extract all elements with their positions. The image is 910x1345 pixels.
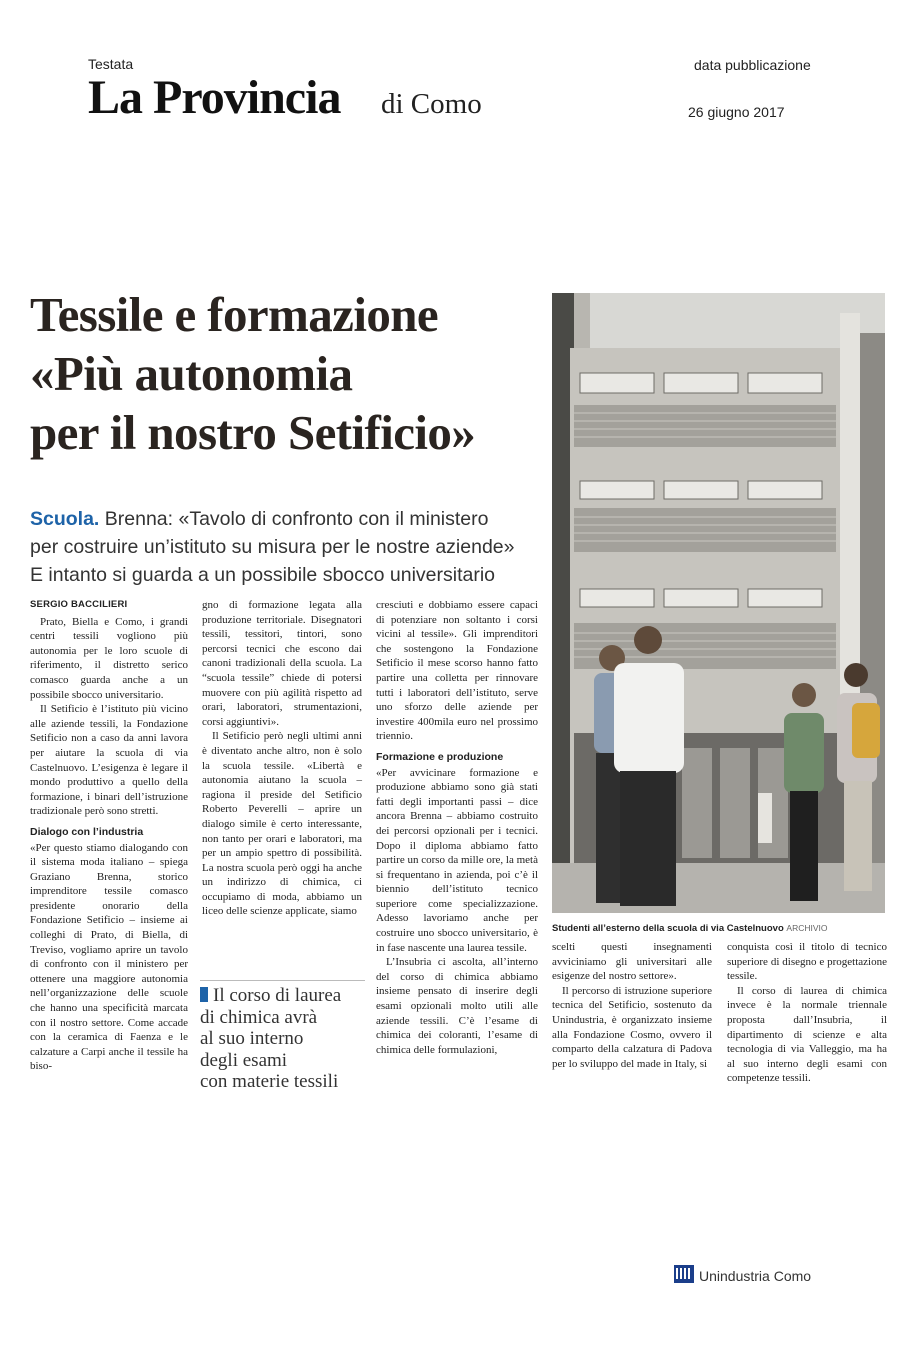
masthead-title: La Provincia <box>88 71 341 124</box>
section-subhead: Dialogo con l’industria <box>30 825 144 838</box>
article-column-1 <box>30 598 188 1074</box>
deck-kicker: Scuola. <box>30 508 100 530</box>
paragraph: Prato, Biella e Como, i grandi centri tessili vogliono più autonomia per le loro scuole di riferimento, il distretto serico comasco guarda anche a un possibile sbocco universitario. <box>30 615 188 701</box>
photo-credit: ARCHIVIO <box>786 923 828 933</box>
pull-quote-line: degli esami <box>200 1049 288 1071</box>
paragraph: Il Setificio è l’istituto più vicino alle aziende tessili, la Fondazione Setificio non a caso da anni lavora per aiutare la scuola di via Castelnuovo. L’esigenza è legare il mondo produttivo a quello della formazione, i binari dell’istruzione tradizionale però sono stretti. <box>30 703 188 818</box>
paragraph: Il Setificio però negli ultimi anni è diventato anche altro, non è solo la scuola tessile. «Libertà e autonomia aiutano la scuola – ragiona il preside del Setificio Roberto Peverelli – aprire un dialogo simile è certo interessante, non tanto per orari e laboratori, ma per un ampio spettro di possibilità. La nostra scuola però oggi ha anche un indirizzo di chimica, ci occupiamo di moda, abbiamo un liceo delle scienze applicate, siamo <box>202 730 362 918</box>
pull-quote-line: al suo interno <box>200 1028 304 1049</box>
paragraph: Il percorso di istruzione superiore tecnica del Setificio, sostenuto da Unindustria, è organizzato insieme alla Fondazione Cosmo, ovvero il comparto della calzatura di Padova per lo sviluppo del made in Italy, si <box>552 984 712 1070</box>
date-label: data pubblicazione <box>694 57 811 73</box>
unindustria-logo-icon <box>674 1265 694 1283</box>
pull-quote-line: Il corso di laurea <box>213 985 342 1006</box>
testata-label: Testata <box>88 56 134 72</box>
accent-bar-icon <box>200 987 208 1002</box>
section-subhead: Formazione e produzione <box>376 750 504 763</box>
article-column-2 <box>202 598 362 919</box>
paragraph: conquista così il titolo di tecnico superiore di disegno e progettazione tessile. <box>727 941 887 983</box>
paragraph: «Per avvicinare formazione e produzione abbiamo sono già stati fatti degli importanti passi – dice ancora Brenna – abbiamo costruito dei percorsi opzionali per i tecnici. Dopo il diploma abbiamo fatto partire un corso da mille ore, la metà si frequentano in azienda, poi c’è il biennio dell’istituto tecnico superiore come specializzazione. Adesso lavoriamo anche per costruire uno sbocco universitario, è in fase nascente una laurea tessile. <box>376 766 538 954</box>
article-column-5 <box>727 940 887 1086</box>
pull-quote-line: con materie tessili <box>200 1071 339 1092</box>
masthead-subtitle: di Como <box>381 88 482 120</box>
pull-quote-line: di chimica avrà <box>200 1006 318 1028</box>
byline: SERGIO BACCILIERI <box>30 599 128 610</box>
paragraph: «Per questo stiamo dialogando con il sistema moda italiano – spiega Graziano Brenna, storico imprenditore tessile comasco presidente onorario della Fondazione Setificio – insieme ai colleghi di Prato, di Biella, di Treviso, vogliamo aprire un tavolo di confronto con il ministero per ottenere una maggiore autonomia nell’organizzazione delle scuole che hanno una specificità marcata con il nostro settore. Come accade con la ceramica di Faenza e le calzature a Carpi anche il tessile ha biso- <box>30 841 188 1073</box>
headline-line-1: Tessile e formazione <box>30 287 439 342</box>
paragraph: scelti questi insegnamenti avviciniamo gli universitari alle esigenze del nostro settore». <box>552 941 712 983</box>
headline-line-3: per il nostro Setificio» <box>30 405 476 460</box>
article-deck <box>30 505 555 589</box>
article-column-4 <box>552 940 712 1071</box>
deck-line-1: Brenna: «Tavolo di confronto con il ministero <box>99 508 489 530</box>
article-column-3 <box>376 598 538 1057</box>
caption-text: Studenti all’esterno della scuola di via Castelnuovo <box>552 923 784 934</box>
article-headline <box>30 285 550 462</box>
paragraph: Il corso di laurea di chimica invece è la normale triennale proposta dall’Insubria, il dipartimento di scienze e alta tecnologia di via Valleggio, ma ha al suo interno degli esami con competenze tessili. <box>727 984 887 1085</box>
deck-line-3: E intanto si guarda a un possibile sbocco universitario <box>30 564 496 586</box>
publication-date: 26 giugno 2017 <box>688 104 785 120</box>
school-building-photo <box>552 293 885 913</box>
headline-line-2: «Più autonomia <box>30 346 353 401</box>
paragraph: cresciuti e dobbiamo essere capaci di potenziare non soltanto i corsi vicini al tessile». Gli imprenditori che sostengono la Fondazione Setificio il mese scorso hanno fatto partire una colletta per rinnovare tutti i laboratori dell’istituto, serve uno sforzo delle aziende per investire 400mila euro nel prossimo triennio. <box>376 599 538 743</box>
footer-source: Unindustria Como <box>699 1268 812 1284</box>
paragraph: gno di formazione legata alla produzione territoriale. Disegnatori tessili, tessitori, tintori, sono percorsi tecnici che escono dai canoni tradizionali della scuola. La “scuola tessile” chiede di potersi muovere con più agilità rispetto ad orari, laboratori, strumentazioni, corsi aggiuntivi». <box>202 599 362 728</box>
deck-line-2: per costruire un’istituto su misura per le nostre aziende» <box>30 536 515 558</box>
photo-caption <box>552 923 892 934</box>
paragraph: L’Insubria ci ascolta, all’interno del corso di chimica abbiamo insieme pensato di inserire degli esami opzionali molto utili alle aziende tessili. C’è l’esame di chimica dei coloranti, l’esame di chimica delle formulazioni, <box>376 956 538 1056</box>
pull-quote <box>200 980 365 1093</box>
article-photo <box>552 293 885 913</box>
